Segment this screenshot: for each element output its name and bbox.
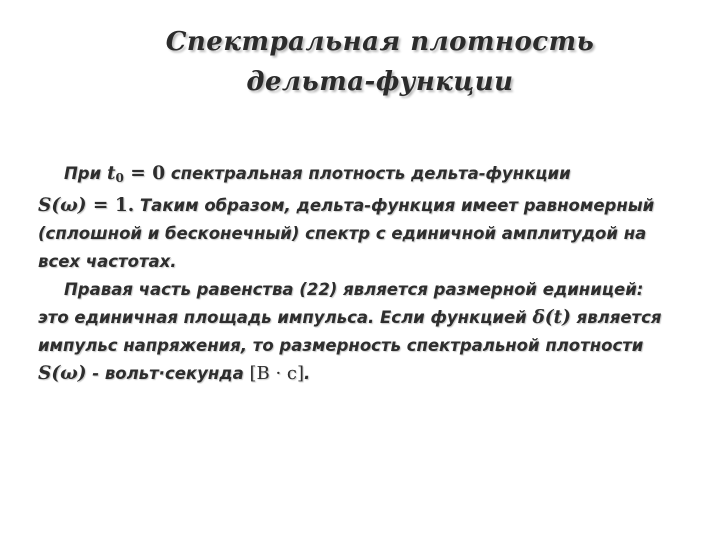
paragraph1-line3: (сплошной и бесконечный) спектр с единичной амплитудой на (38, 224, 647, 243)
math-t-variable (107, 163, 124, 184)
math-units: [В · с] (249, 363, 305, 384)
paragraph1-line1 (38, 160, 693, 192)
p1-line2-rest: Таким образом, дельта-функция имеет равномерный (134, 196, 655, 215)
paragraph2-line4 (38, 360, 693, 388)
title-line-2: дельта-функции (246, 67, 514, 97)
paragraph2-line2 (38, 304, 693, 332)
paragraph1-line2 (38, 192, 693, 220)
p2-line2-prefix: это единичная площадь импульса. Если функцией (38, 308, 533, 327)
t-subscript: 0 (115, 171, 124, 185)
math-s-omega-2: S(ω) (38, 363, 87, 384)
p2-line2-suffix: является (570, 308, 662, 327)
math-equals-one: = 1. (86, 195, 135, 216)
p2-line4-end: . (304, 364, 311, 383)
p1-suffix: спектральная плотность дельта-функции (165, 164, 571, 183)
p2-line4-mid: - вольт·секунда (86, 364, 250, 383)
p1-prefix: При (64, 164, 107, 183)
title-line-1: Спектральная плотность (165, 27, 595, 57)
slide-title (60, 22, 700, 102)
math-delta-t: δ(t) (532, 307, 571, 328)
t-var: t (106, 163, 116, 184)
slide-body (38, 160, 693, 388)
paragraph1-line4: всех частотах. (38, 252, 177, 271)
math-equals-zero: = 0 (123, 163, 166, 184)
math-s-omega: S(ω) (38, 195, 87, 216)
paragraph2-line1: Правая часть равенства (22) является размерной единицей: (64, 280, 644, 299)
paragraph2-line3: импульс напряжения, то размерность спектральной плотности (38, 336, 644, 355)
